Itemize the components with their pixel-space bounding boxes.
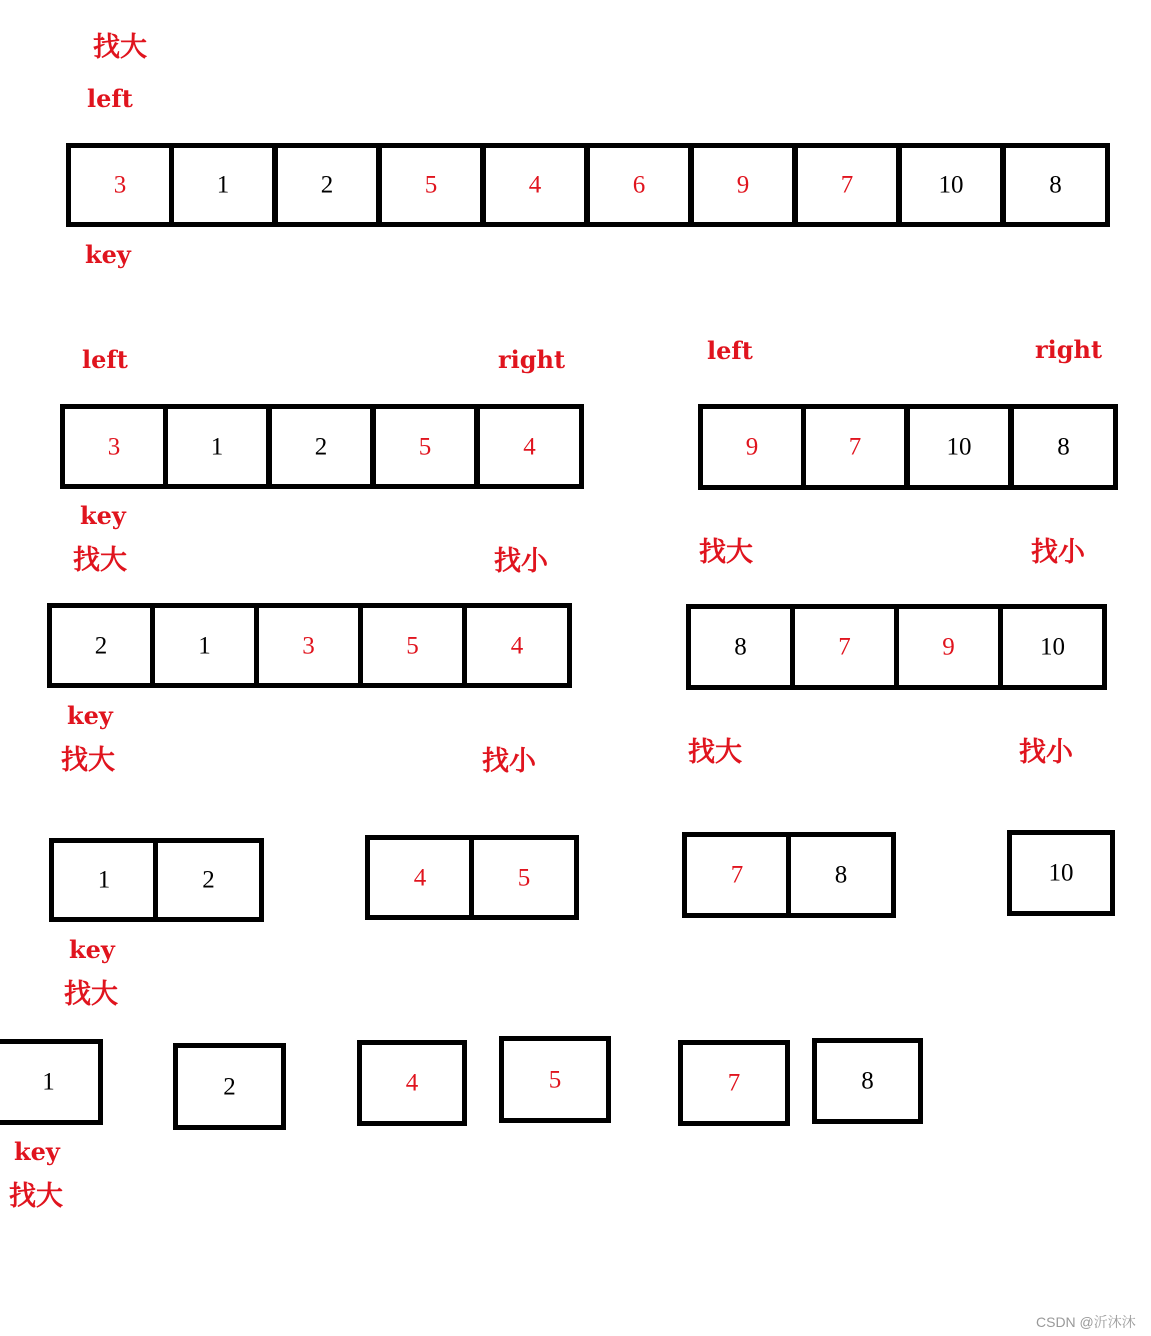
left-pointer-label: left xyxy=(707,336,753,365)
find-big-label: 找大 xyxy=(9,1181,63,1212)
cell-value: 8 xyxy=(1057,433,1070,461)
cell-value: 4 xyxy=(405,1069,419,1097)
array-cell xyxy=(169,143,277,227)
key-label: key xyxy=(14,1137,60,1166)
cell-value: 4 xyxy=(523,433,536,460)
cell-value: 3 xyxy=(113,171,127,199)
cell-value: 7 xyxy=(730,861,744,889)
array-cell xyxy=(481,143,589,227)
cell-value: 8 xyxy=(1049,171,1062,199)
cell-value: 9 xyxy=(942,633,955,661)
array-cell xyxy=(998,604,1107,690)
array-cell xyxy=(254,603,363,688)
cell-value: 2 xyxy=(223,1073,236,1100)
array-cell xyxy=(475,404,584,489)
array-cell xyxy=(163,404,271,489)
find-big-label: 找大 xyxy=(699,537,753,568)
find-big-label: 找大 xyxy=(64,979,118,1010)
watermark: CSDN @沂沐沐 xyxy=(1036,1314,1136,1330)
right-pointer-label: right xyxy=(498,345,566,374)
cell-value: 8 xyxy=(834,861,848,889)
cell-value: 2 xyxy=(320,171,334,199)
array-level-4-e xyxy=(678,1040,790,1126)
array-cell xyxy=(689,143,797,227)
array-cell xyxy=(698,404,806,490)
key-label: key xyxy=(85,240,131,269)
key-label: key xyxy=(67,701,113,730)
cell-value: 2 xyxy=(202,866,215,894)
cell-value: 8 xyxy=(734,633,747,661)
array-cell xyxy=(1001,143,1110,227)
cell-value: 3 xyxy=(107,433,121,460)
right-pointer-label: right xyxy=(1035,335,1103,364)
cell-value: 5 xyxy=(517,864,531,891)
array-cell xyxy=(897,143,1005,227)
cell-value: 5 xyxy=(424,171,438,199)
find-small-label: 找小 xyxy=(1019,737,1073,768)
cell-value: 3 xyxy=(302,632,315,659)
array-cell xyxy=(905,404,1013,490)
find-small-label: 找小 xyxy=(1031,537,1085,568)
find-small-label: 找小 xyxy=(494,546,548,577)
cell-value: 10 xyxy=(946,433,972,461)
find-big-label: 找大 xyxy=(73,545,127,576)
cell-value: 1 xyxy=(97,866,111,894)
array-cell xyxy=(150,603,259,688)
array-cell xyxy=(1009,404,1118,490)
find-big-label: 找大 xyxy=(688,737,742,768)
array-cell xyxy=(371,404,479,489)
array-cell xyxy=(66,143,174,227)
find-small-label: 找小 xyxy=(482,746,536,777)
cell-value: 2 xyxy=(94,632,108,659)
array-cell xyxy=(365,835,475,920)
array-level-4-c xyxy=(357,1040,467,1126)
cell-value: 9 xyxy=(745,433,759,461)
array-cell xyxy=(585,143,693,227)
cell-value: 6 xyxy=(632,171,646,199)
cell-value: 2 xyxy=(314,433,328,460)
cell-value: 7 xyxy=(838,633,851,661)
array-cell xyxy=(1007,830,1115,916)
left-pointer-label: left xyxy=(87,84,133,113)
array-level-4-d xyxy=(499,1036,611,1123)
cell-value: 9 xyxy=(736,171,750,199)
array-cell xyxy=(49,838,159,922)
array-level-4-b xyxy=(173,1043,286,1130)
cell-value: 10 xyxy=(1040,633,1065,661)
cell-value: 5 xyxy=(548,1066,562,1093)
array-level-4-f xyxy=(812,1038,923,1124)
array-level-4-a xyxy=(0,1039,103,1125)
array-cell xyxy=(790,604,899,690)
cell-value: 4 xyxy=(510,632,524,659)
key-label: key xyxy=(80,501,126,530)
cell-value: 7 xyxy=(848,433,862,461)
array-cell xyxy=(153,838,264,922)
array-cell xyxy=(462,603,572,688)
array-cell xyxy=(682,832,792,918)
cell-value: 7 xyxy=(840,171,854,199)
cell-value: 10 xyxy=(1048,859,1074,887)
array-cell xyxy=(267,404,375,489)
cell-value: 5 xyxy=(418,433,432,460)
cell-value: 4 xyxy=(413,864,427,891)
cell-value: 1 xyxy=(198,632,211,659)
find-big-label: 找大 xyxy=(93,32,147,63)
array-cell xyxy=(469,835,579,920)
cell-value: 7 xyxy=(727,1069,741,1097)
cell-value: 1 xyxy=(216,171,230,199)
array-cell xyxy=(377,143,485,227)
find-big-label: 找大 xyxy=(61,745,115,776)
key-label: key xyxy=(69,935,115,964)
left-pointer-label: left xyxy=(82,345,128,374)
array-cell xyxy=(358,603,467,688)
array-cell xyxy=(60,404,168,489)
cell-value: 1 xyxy=(42,1068,55,1096)
cell-value: 5 xyxy=(406,632,419,659)
array-cell xyxy=(47,603,155,688)
cell-value: 8 xyxy=(861,1067,874,1095)
array-cell xyxy=(801,404,909,490)
array-cell xyxy=(273,143,381,227)
array-cell xyxy=(793,143,901,227)
cell-value: 1 xyxy=(210,433,224,460)
array-cell xyxy=(786,832,896,918)
cell-value: 4 xyxy=(528,171,542,199)
array-cell xyxy=(894,604,1003,690)
cell-value: 10 xyxy=(938,171,964,199)
array-cell xyxy=(686,604,795,690)
